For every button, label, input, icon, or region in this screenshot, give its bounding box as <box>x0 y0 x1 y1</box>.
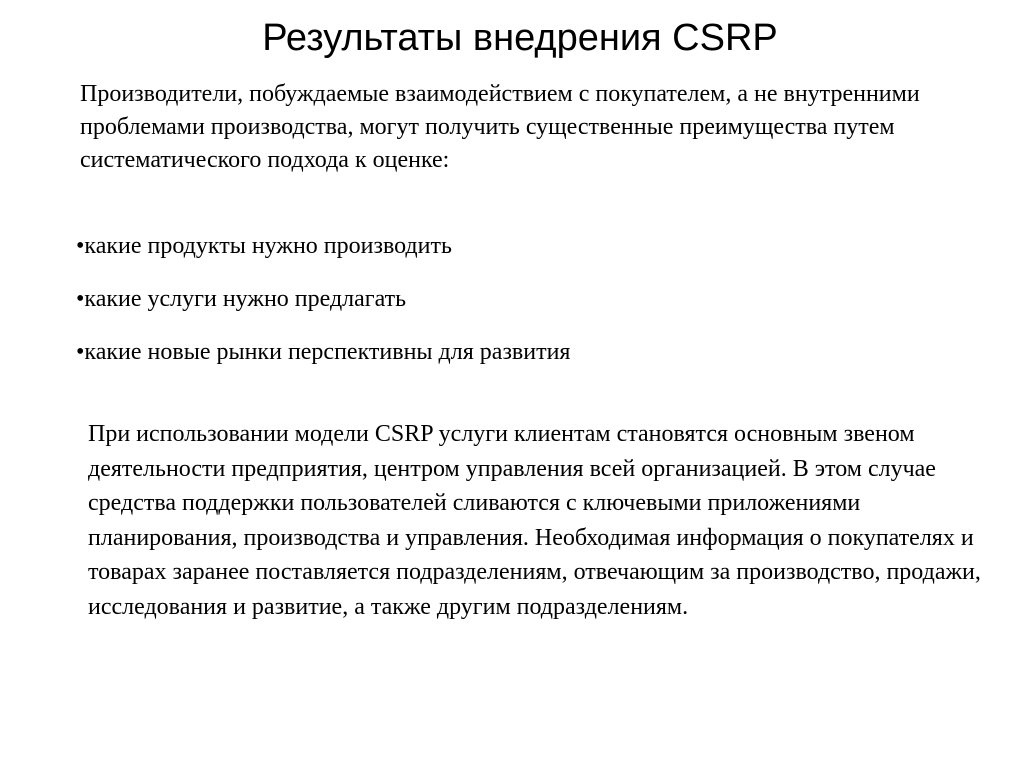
bullet-marker: • <box>76 233 85 259</box>
bullet-text: какие новые рынки перспективны для развития <box>84 339 571 365</box>
intro-paragraph: Производители, побуждаемые взаимодействием с покупателем, а не внутренними проблемами производства, могут получить существенные преимущества путем систематического подхода к оценке: <box>80 81 920 173</box>
detail-paragraph: При использовании модели CSRP услуги клиентам становятся основным звеном деятельности предприятия, центром управления всей организацией. В этом случае средства поддержки пользователей сливаются с ключевыми приложениями планирования, производства и управления. Необходимая информация о покупателях и товарах заранее поставляется подразделениям, отвечающим за производство, продажи, исследования и развитие, а также другим подразделениям. <box>88 421 981 620</box>
bullet-marker: • <box>76 286 85 312</box>
bullet-list <box>76 230 570 389</box>
bullet-marker: • <box>76 339 85 365</box>
slide-title: Результаты внедрения CSRP <box>262 17 778 59</box>
bullet-item <box>76 230 570 263</box>
bullet-item <box>76 283 570 316</box>
bullet-text: какие продукты нужно производить <box>84 233 452 259</box>
bullet-text: какие услуги нужно предлагать <box>84 286 407 312</box>
bullet-item <box>76 336 570 369</box>
